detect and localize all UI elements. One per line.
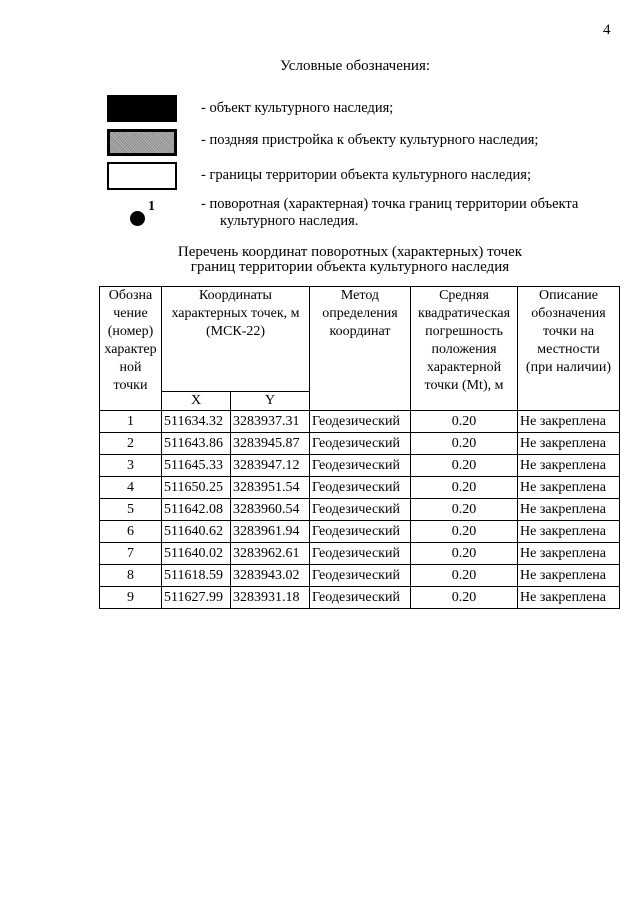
legend-text-turning-point (201, 196, 621, 230)
cell-x: 511640.62 (162, 521, 231, 543)
page-number: 4 (603, 22, 611, 38)
header-y: Y (231, 392, 310, 411)
cell-y: 3283945.87 (231, 433, 310, 455)
cell-y: 3283951.54 (231, 477, 310, 499)
cell-x: 511643.86 (162, 433, 231, 455)
table-row (100, 565, 620, 587)
legend-text-territory-boundary: - границы территории объекта культурного наследия; (201, 167, 531, 183)
cell-method: Геодезический (310, 455, 411, 477)
header-mean-error: Средняя квадратическая погрешность положения характерной точки (Mt), м (411, 287, 518, 411)
legend-text-turning-point-line1: - поворотная (характерная) точка границ территории объекта (201, 196, 579, 212)
cell-point-number: 5 (100, 499, 162, 521)
cell-mean-error: 0.20 (411, 499, 518, 521)
table-title-line2: границ территории объекта культурного наследия (190, 259, 510, 275)
legend-title: Условные обозначения: (279, 58, 431, 74)
table-row (100, 499, 620, 521)
header-coordinates: Координаты характерных точек, м (МСК-22) (162, 287, 310, 392)
legend-swatch-heritage-object (107, 95, 177, 122)
cell-x: 511642.08 (162, 499, 231, 521)
cell-x: 511627.99 (162, 587, 231, 609)
cell-x: 511640.02 (162, 543, 231, 565)
cell-description: Не закреплена (518, 455, 620, 477)
cell-description: Не закреплена (518, 543, 620, 565)
cell-x: 511645.33 (162, 455, 231, 477)
cell-method: Геодезический (310, 565, 411, 587)
cell-description: Не закреплена (518, 565, 620, 587)
table-title (0, 245, 640, 275)
cell-mean-error: 0.20 (411, 411, 518, 433)
cell-x: 511650.25 (162, 477, 231, 499)
cell-method: Геодезический (310, 477, 411, 499)
cell-mean-error: 0.20 (411, 565, 518, 587)
table-row (100, 433, 620, 455)
table-row (100, 455, 620, 477)
cell-y: 3283943.02 (231, 565, 310, 587)
turning-point-dot-icon (130, 211, 145, 226)
cell-description: Не закреплена (518, 433, 620, 455)
legend-text-turning-point-line2: культурного наследия. (220, 213, 359, 229)
table-row (100, 543, 620, 565)
cell-y: 3283961.94 (231, 521, 310, 543)
cell-method: Геодезический (310, 543, 411, 565)
legend-swatch-late-extension (107, 129, 177, 156)
cell-point-number: 8 (100, 565, 162, 587)
cell-point-number: 9 (100, 587, 162, 609)
cell-x: 511618.59 (162, 565, 231, 587)
cell-mean-error: 0.20 (411, 477, 518, 499)
turning-point-label: 1 (148, 199, 155, 214)
cell-method: Геодезический (310, 499, 411, 521)
cell-mean-error: 0.20 (411, 433, 518, 455)
coordinates-table (99, 286, 620, 609)
header-x: X (162, 392, 231, 411)
legend-swatch-territory-boundary (107, 162, 177, 190)
cell-description: Не закреплена (518, 521, 620, 543)
cell-point-number: 7 (100, 543, 162, 565)
table-row (100, 587, 620, 609)
cell-method: Геодезический (310, 433, 411, 455)
cell-method: Геодезический (310, 587, 411, 609)
cell-y: 3283947.12 (231, 455, 310, 477)
cell-y: 3283962.61 (231, 543, 310, 565)
cell-point-number: 2 (100, 433, 162, 455)
cell-description: Не закреплена (518, 477, 620, 499)
cell-y: 3283931.18 (231, 587, 310, 609)
cell-mean-error: 0.20 (411, 521, 518, 543)
cell-y: 3283937.31 (231, 411, 310, 433)
cell-method: Геодезический (310, 411, 411, 433)
cell-description: Не закреплена (518, 499, 620, 521)
table-row (100, 477, 620, 499)
cell-point-number: 6 (100, 521, 162, 543)
legend-text-late-extension: - поздняя пристройка к объекту культурного наследия; (201, 132, 539, 148)
cell-y: 3283960.54 (231, 499, 310, 521)
cell-x: 511634.32 (162, 411, 231, 433)
cell-point-number: 4 (100, 477, 162, 499)
cell-mean-error: 0.20 (411, 455, 518, 477)
cell-description: Не закреплена (518, 587, 620, 609)
cell-description: Не закреплена (518, 411, 620, 433)
cell-mean-error: 0.20 (411, 587, 518, 609)
table-title-line1: Перечень координат поворотных (характерных) точек (177, 244, 523, 260)
cell-point-number: 1 (100, 411, 162, 433)
cell-method: Геодезический (310, 521, 411, 543)
table-row (100, 411, 620, 433)
header-description: Описание обозначения точки на местности (при наличии) (518, 287, 620, 411)
header-point-number: Обозна чение (номер) характер ной точки (100, 287, 162, 411)
cell-mean-error: 0.20 (411, 543, 518, 565)
table-row (100, 521, 620, 543)
legend-text-heritage-object: - объект культурного наследия; (201, 100, 394, 116)
header-method: Метод определения координат (310, 287, 411, 411)
cell-point-number: 3 (100, 455, 162, 477)
